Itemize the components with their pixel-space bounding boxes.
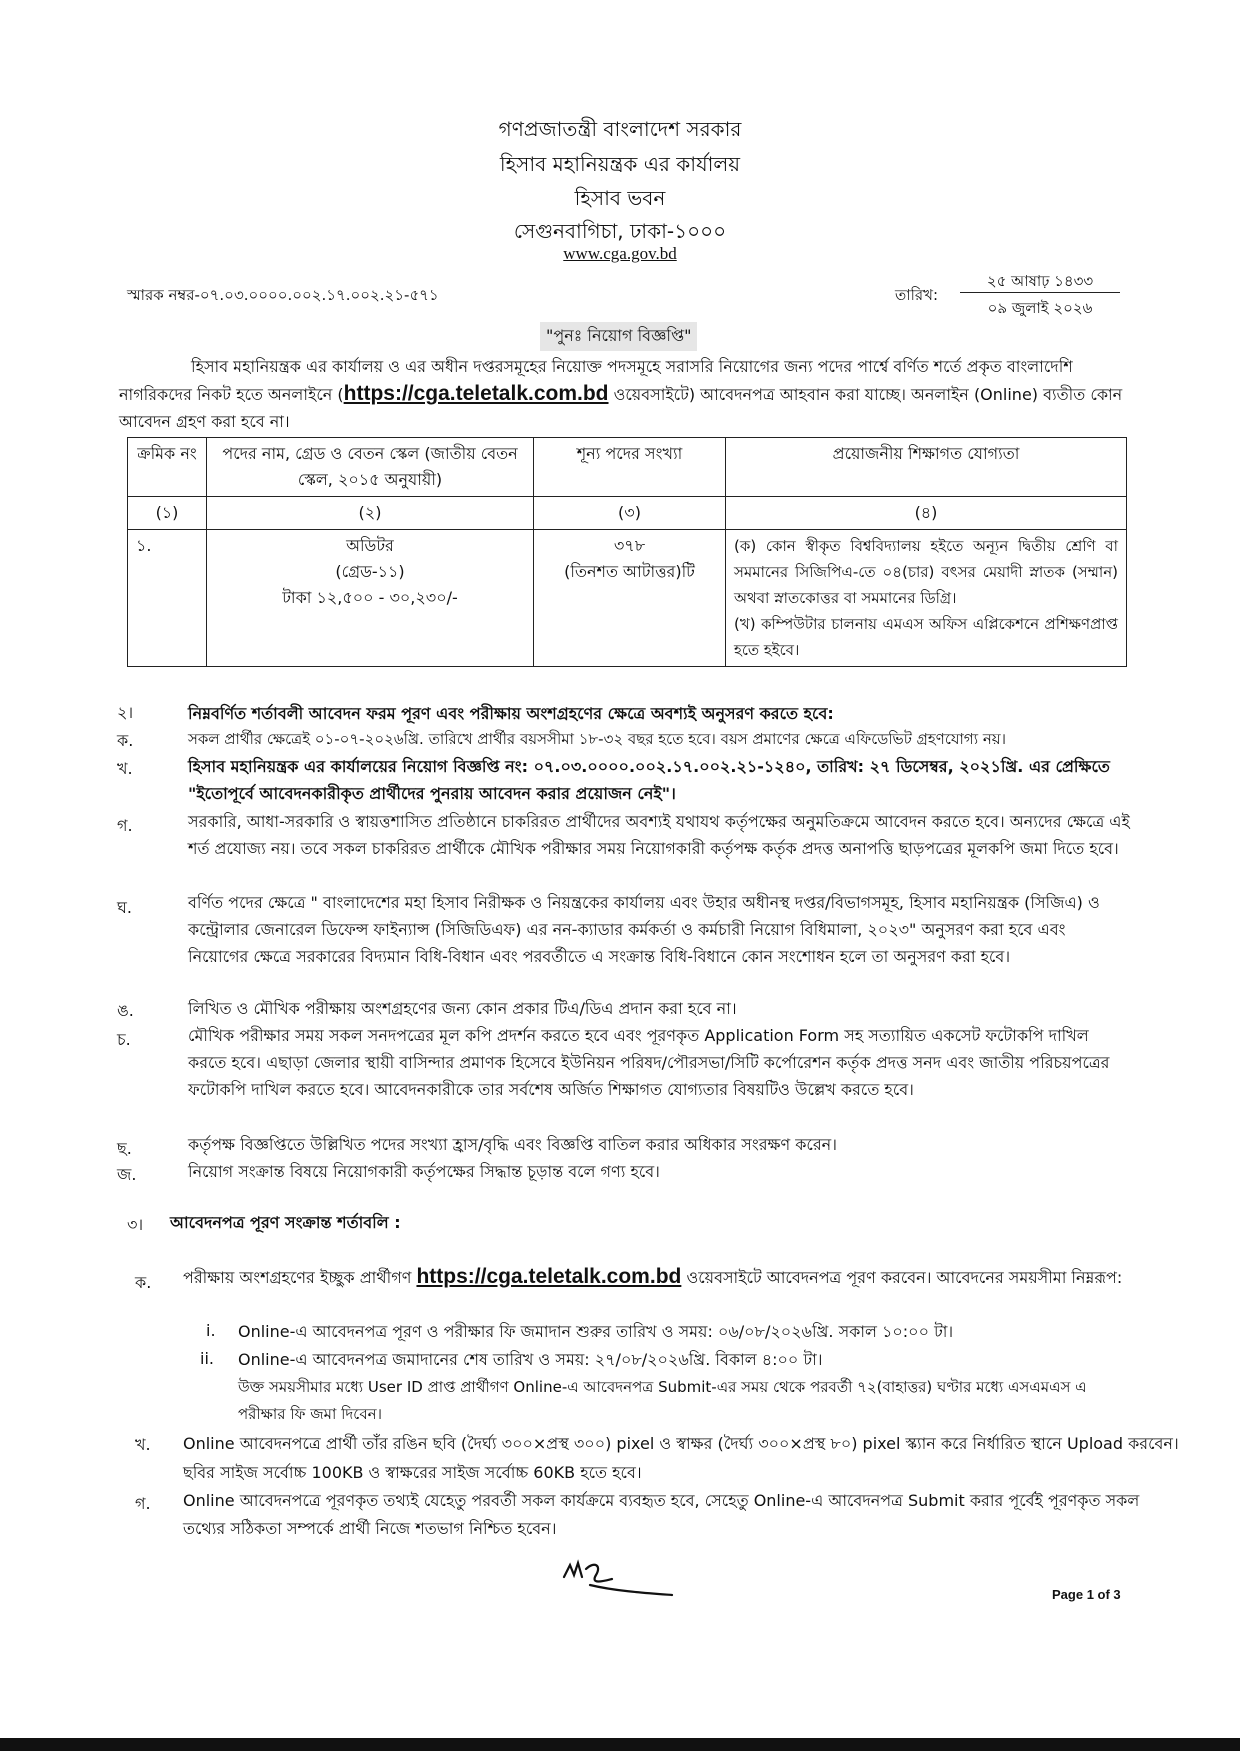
- item-label: ক.: [135, 1273, 152, 1292]
- post-name: অডিটর: [346, 536, 394, 555]
- org-website-link[interactable]: www.cga.gov.bd: [563, 244, 677, 263]
- page-number: [1052, 1587, 1121, 1602]
- item-label: খ.: [135, 1435, 151, 1454]
- qualification-a: (ক) কোন স্বীকৃত বিশ্ববিদ্যালয় হইতে অন্যূন দ্বিতীয় শ্রেণি বা সমমানের সিজিপিএ-তে ০৪(চার) বৎসর মেয়াদী স্নাতক (সম্মান) অথবা স্নাতকোত্তর বা সমমানের ডিগ্রি।: [734, 537, 1118, 607]
- memo-reference: স্মারক নম্বর-০৭.০৩.০০০০.০০২.১৭.০০২.২১-৫৭১: [127, 286, 439, 304]
- col-number: (১): [128, 497, 207, 530]
- application-end-date: Online-এ আবেদনপত্র জমাদানের শেষ তারিখ ও সময়: ২৭/০৮/২০২৬খ্রি. বিকাল ৪:০০ টা।: [238, 1350, 823, 1369]
- page-current: 1: [1086, 1587, 1094, 1602]
- section3-number: ৩।: [127, 1215, 144, 1234]
- item-label: ছ.: [117, 1139, 132, 1158]
- page-total: 3: [1113, 1587, 1121, 1602]
- sub-label: i.: [206, 1321, 216, 1340]
- table-number-row: [128, 497, 1127, 530]
- condition-authority-rights: কর্তৃপক্ষ বিজ্ঞপ্তিতে উল্লিখিত পদের সংখ্যা হ্রাস/বৃদ্ধি এবং বিজ্ঞপ্তি বাতিল করার অধিকার সংরক্ষণ করেন।: [188, 1135, 837, 1154]
- page-mid: of: [1093, 1587, 1114, 1602]
- intro-text-2: ওয়েবসাইটে) আবেদনপত্র আহবান করা যাচ্ছে। অনলাইন (Online) ব্যতীত কোন আবেদন গ্রহণ করা হবে না।: [119, 385, 1123, 431]
- posts-table: [127, 437, 1127, 667]
- vacancy-words: (তিনশত আটাত্তর)টি: [564, 562, 695, 581]
- signature: [560, 1555, 680, 1605]
- col-number: (৩): [534, 497, 726, 530]
- condition-ta-da: লিখিত ও মৌখিক পরীক্ষায় অংশগ্রহণের জন্য কোন প্রকার টিএ/ডিএ প্রদান করা হবে না।: [188, 999, 737, 1018]
- item-label: ক.: [117, 731, 134, 750]
- col-number: (২): [207, 497, 534, 530]
- date-bangla: ২৫ আষাঢ় ১৪৩৩: [986, 272, 1094, 290]
- item-label: গ.: [117, 816, 133, 835]
- vacancy-count: ৩৭৮: [613, 536, 646, 555]
- header-post: পদের নাম, গ্রেড ও বেতন স্কেল (জাতীয় বেতন স্কেল, ২০১৫ অনুযায়ী): [207, 438, 534, 497]
- qualification-b: (খ) কম্পিউটার চালনায় এমএস অফিস এপ্লিকেশনে প্রশিক্ষণপ্রাপ্ত হতে হইবে।: [734, 615, 1118, 659]
- condition-age: সকল প্রার্থীর ক্ষেত্রেই ০১-০৭-২০২৬খ্রি. তারিখে প্রার্থীর বয়সসীমা ১৮-৩২ বছর হতে হবে। বয়স প্রমাণের ক্ষেত্রে এফিডেভিট গ্রহণযোগ্য নয়।: [188, 730, 1006, 748]
- header-qualification: প্রয়োজনীয় শিক্ষাগত যোগ্যতা: [726, 438, 1127, 497]
- application-instruction: [183, 1263, 1183, 1292]
- condition-previous-applicants: হিসাব মহানিয়ন্ত্রক এর কার্যালয়ের নিয়োগ বিজ্ঞপ্তি নং: ০৭.০৩.০০০০.০০২.১৭.০০২.২১-১২৪০, তারিখ: ২৭ ডিসেম্বর, ২০২১খ্রি. এর প্রেক্ষিতে "ইতোপূর্বে আবেদনকারীকৃত প্রার্থীদের পুনরায় আবেদন করার প্রয়োজন নেই"।: [188, 757, 1110, 803]
- org-govt-name: গণপ্রজাতন্ত্রী বাংলাদেশ সরকার: [498, 117, 742, 141]
- section3-title: আবেদনপত্র পূরণ সংক্রান্ত শর্তাবলি :: [170, 1213, 401, 1232]
- org-address: সেগুনবাগিচা, ঢাকা-১০০০: [513, 219, 727, 243]
- row-post: [207, 530, 534, 667]
- photo-upload-instruction: Online আবেদনপত্রে প্রার্থী তাঁর রঙিন ছবি (দৈর্ঘ্য ৩০০×প্রস্থ ৩০০) pixel ও স্বাক্ষর (দৈর্ঘ্য ৩০০×প্রস্থ ৮০) pixel স্ক্যান করে নির্ধারিত স্থানে Upload করবেন। ছবির সাইজ সর্বোচ্চ 100KB ও স্বাক্ষরের সাইজ সর্বোচ্চ 60KB হতে হবে।: [183, 1434, 1179, 1482]
- org-building: হিসাব ভবন: [574, 186, 666, 210]
- header-vacancy: শূন্য পদের সংখ্যা: [534, 438, 726, 497]
- row-vacancy: [534, 530, 726, 667]
- page-prefix: Page: [1052, 1587, 1087, 1602]
- col-number: (৪): [726, 497, 1127, 530]
- post-grade: (গ্রেড-১১): [335, 562, 405, 581]
- intro-paragraph: [119, 353, 1129, 435]
- notice-title: "পুনঃ নিয়োগ বিজ্ঞপ্তি": [540, 322, 697, 351]
- date-label: তারিখ:: [895, 286, 939, 304]
- table-header-row: [128, 438, 1127, 497]
- condition-documents: মৌখিক পরীক্ষার সময় সকল সনদপত্রের মূল কপি প্রদর্শন করতে হবে এবং পূরণকৃত Application Form সহ সত্যায়িত একসেট ফটোকপি দাখিল করতে হবে। এছাড়া জেলার স্থায়ী বাসিন্দার প্রমাণক হিসেবে ইউনিয়ন পরিষদ/পৌরসভা/সিটি কর্পোরেশন কর্তৃক প্রদত্ত সনদ এবং জাতীয় পরিচয়পত্রের ফটোকপি দাখিল করতে হবে। আবেদনকারীকে তার সর্বশেষ অর্জিত শিক্ষাগত যোগ্যতার বিষয়টিও উল্লেখ করতে হবে।: [188, 1026, 1110, 1099]
- condition-rules: বর্ণিত পদের ক্ষেত্রে " বাংলাদেশের মহা হিসাব নিরীক্ষক ও নিয়ন্ত্রকের কার্যালয় এবং উহার অধীনস্থ দপ্তর/বিভাগসমূহ, হিসাব মহানিয়ন্ত্রক (সিজিএ) ও কন্ট্রোলার জেনারেল ডিফেন্স ফাইন্যান্স (সিজিডিএফ) এর নন-ক্যাডার কর্মকর্তা ও কর্মচারী নিয়োগ বিধিমালা, ২০২৩" অনুসরণ করা হবে এবং নিয়োগের ক্ষেত্রে সরকারের বিদ্যমান বিধি-বিধান এবং পরবর্তীতে এ সংক্রান্ত বিধি-বিধানে কোন সংশোধন হলে তা অনুসরণ করা হবে।: [188, 893, 1100, 966]
- item-label: চ.: [117, 1030, 131, 1049]
- item-label: খ.: [117, 759, 133, 778]
- section2-number: ২।: [117, 703, 134, 722]
- header-serial: ক্রমিক নং: [128, 438, 207, 497]
- post-scale: টাকা ১২,৫০০ - ৩০,২৩০/-: [282, 588, 458, 607]
- ka-text-1: পরীক্ষায় অংশগ্রহণের ইচ্ছুক প্রার্থীগণ: [183, 1268, 417, 1287]
- row-qualification: [726, 530, 1127, 667]
- data-accuracy-instruction: Online আবেদনপত্রে পূরণকৃত তথ্যই যেহেতু পরবর্তী সকল কার্যক্রমে ব্যবহৃত হবে, সেহেতু Online-এ আবেদনপত্র Submit করার পূর্বেই পূরণকৃত সকল তথ্যের সঠিকতা সম্পর্কে প্রার্থী নিজে শতভাগ নিশ্চিত হবেন।: [183, 1491, 1140, 1538]
- application-start-date: Online-এ আবেদনপত্র পূরণ ও পরীক্ষার ফি জমাদান শুরুর তারিখ ও সময়: ০৬/০৮/২০২৬খ্রি. সকাল ১০:০০ টা।: [238, 1322, 954, 1341]
- table-row: [128, 530, 1127, 667]
- sub-label: ii.: [200, 1349, 214, 1368]
- date-gregorian: ০৯ জুলাই ২০২৬: [987, 299, 1093, 317]
- scan-edge-bar: [0, 1738, 1240, 1751]
- date-divider: [960, 292, 1120, 293]
- item-label: ঘ.: [117, 898, 132, 917]
- item-label: গ.: [135, 1494, 151, 1513]
- item-label: ঙ.: [117, 1001, 134, 1020]
- teletalk-link[interactable]: https://cga.teletalk.com.bd: [416, 1265, 682, 1288]
- condition-final-decision: নিয়োগ সংক্রান্ত বিষয়ে নিয়োগকারী কর্তৃপক্ষের সিদ্ধান্ত চূড়ান্ত বলে গণ্য হবে।: [188, 1162, 660, 1181]
- section2-title: নিম্নবর্ণিত শর্তাবলী আবেদন ফরম পূরণ এবং পরীক্ষায় অংশগ্রহণের ক্ষেত্রে অবশ্যই অনুসরণ করতে হবে:: [188, 704, 834, 723]
- teletalk-link[interactable]: https://cga.teletalk.com.bd: [343, 382, 609, 405]
- intro-text-1: হিসাব মহানিয়ন্ত্রক এর কার্যালয় ও এর অধীন দপ্তরসমূহের নিয়োক্ত পদসমূহে সরাসরি নিয়োগের জন্য পদের পার্শ্বে বর্ণিত শর্তে প্রকৃত বাংলাদেশি নাগরিকদের নিকট হতে অনলাইনে (: [119, 357, 1073, 404]
- ka-text-2: ওয়েবসাইটে আবেদনপত্র পূরণ করবেন। আবেদনের সময়সীমা নিম্নরূপ:: [681, 1268, 1123, 1287]
- condition-employed: সরকারি, আধা-সরকারি ও স্বায়ত্তশাসিত প্রতিষ্ঠানে চাকরিরত প্রার্থীদের অবশ্যই যথাযথ কর্তৃপক্ষের অনুমতিক্রমে আবেদন করতে হবে। অন্যদের ক্ষেত্রে এই শর্ত প্রযোজ্য নয়। তবে সকল চাকরিরত প্রার্থীকে মৌখিক পরীক্ষার সময় নিয়োগকারী কর্তৃপক্ষ কর্তৃক প্রদত্ত অনাপত্তি ছাড়পত্রের মূলকপি জমা দিতে হবে।: [188, 812, 1130, 858]
- row-serial: ১.: [128, 530, 207, 667]
- org-office-name: হিসাব মহানিয়ন্ত্রক এর কার্যালয়: [499, 152, 741, 176]
- fee-payment-note: উক্ত সময়সীমার মধ্যে User ID প্রাপ্ত প্রার্থীগণ Online-এ আবেদনপত্র Submit-এর সময় থেকে পরবর্তী ৭২(বাহাত্তর) ঘণ্টার মধ্যে এসএমএস এ পরীক্ষার ফি জমা দিবেন।: [238, 1378, 1087, 1423]
- item-label: জ.: [117, 1165, 137, 1184]
